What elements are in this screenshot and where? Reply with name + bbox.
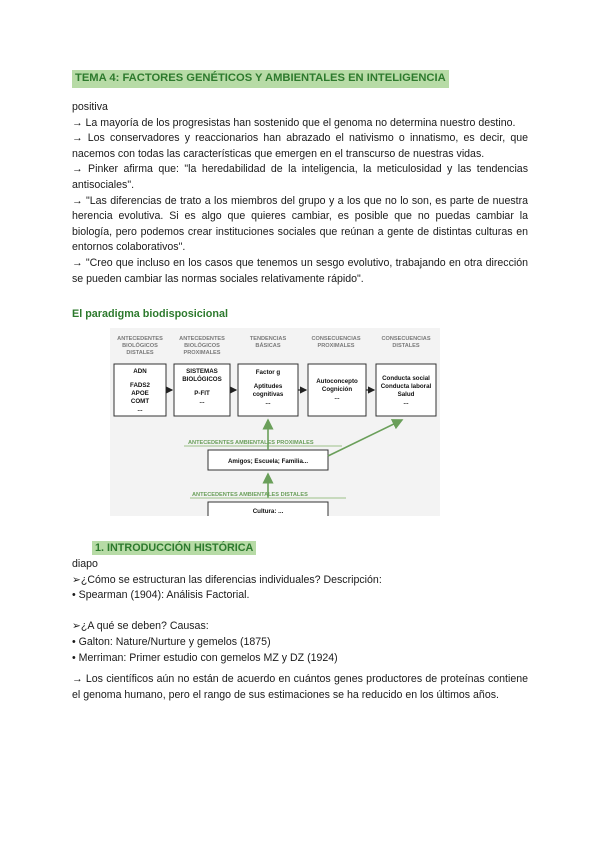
arrow-proximal-to-consequences: [328, 420, 402, 456]
line-galton: • Galton: Nature/Nurture y gemelos (1875): [72, 635, 271, 648]
box5-line-1: Conducta social: [382, 375, 430, 382]
paradigm-diagram: [110, 328, 440, 516]
box2-line-5: ...: [199, 398, 205, 405]
col5-head-1: CONSECUENCIAS: [381, 336, 431, 342]
box3-line-1: Factor g: [255, 369, 281, 376]
diagram-svg: [110, 328, 440, 516]
box1-line-6: ...: [137, 406, 143, 413]
col2-head-3: PROXIMALES: [183, 350, 221, 356]
page-title: TEMA 4: FACTORES GENÉTICOS Y AMBIENTALES EN INTELIGENCIA: [72, 70, 449, 88]
intro-paragraph-diferencias: → "Las diferencias de trato a los miembros del grupo y a los que no lo son, es parte de nuestra herencia evolutiva. Si es algo que quieres cambiar, es posible que no puedas cambiar la biología, pero podemos crear instituciones sociales que reúnan a gente de distintas culturas en entornos colaborativos".: [72, 194, 528, 254]
section-1-heading: [92, 541, 256, 555]
line-question-causes: ➢¿A qué se deben? Causas:: [72, 620, 209, 633]
section-1-body: [72, 557, 528, 666]
box5-line-2: Conducta laboral: [380, 383, 432, 390]
box1-line-1: ADN: [133, 368, 147, 375]
line-question-structure: ➢¿Cómo se estructuran las diferencias individuales? Descripción:: [72, 573, 382, 586]
box1-line-5: COMT: [130, 398, 150, 405]
distal-env-box-text: Cultura: ...: [252, 508, 284, 515]
box5-line-3: Salud: [397, 391, 415, 398]
box1-line-3: FADS2: [130, 382, 150, 389]
box1-line-4: APOE: [131, 390, 149, 397]
col4-head-1: CONSECUENCIAS: [311, 336, 361, 342]
col5-head-2: DISTALES: [392, 343, 420, 349]
paradigm-heading: El paradigma biodisposicional: [72, 308, 228, 320]
col3-head-2: BÁSICAS: [255, 343, 281, 349]
col2-head-2: BIOLÓGICOS: [184, 343, 220, 349]
distal-env-heading: ANTECEDENTES AMBIENTALES DISTALES: [192, 492, 308, 498]
box4-line-2: Cognición: [321, 386, 353, 393]
box3-line-3: Aptitudes: [253, 383, 283, 390]
section-1-heading-text: 1. INTRODUCCIÓN HISTÓRICA: [92, 541, 256, 555]
proximal-env-box-text: Amigos; Escuela; Familia...: [227, 458, 309, 465]
line-spearman: • Spearman (1904): Análisis Factorial.: [72, 589, 250, 602]
diagram-boxes: [114, 364, 436, 416]
proximal-env-heading: ANTECEDENTES AMBIENTALES PROXIMALES: [188, 440, 314, 446]
intro-paragraph-progresistas: → La mayoría de los progresistas han sostenido que el genoma no determina nuestro destino.: [72, 116, 516, 129]
col1-head-1: ANTECEDENTES: [117, 336, 163, 342]
line-blank: [72, 604, 528, 620]
col4-head-2: PROXIMALES: [317, 343, 355, 349]
col1-head-2: BIOLÓGICOS: [122, 343, 158, 349]
box2-line-4: P-FIT: [194, 390, 210, 397]
intro-section: [72, 100, 528, 287]
box2-line-1: SISTEMAS: [186, 368, 218, 375]
line-merriman: • Merriman: Primer estudio con gemelos MZ y DZ (1924): [72, 651, 338, 664]
intro-line-positiva: positiva: [72, 101, 108, 113]
closing-paragraph: → Los científicos aún no están de acuerdo en cuántos genes productores de proteínas contiene el genoma humano, pero el rango de sus estimaciones se ha reducido en los últimos años.: [72, 673, 528, 701]
col1-head-3: DISTALES: [126, 350, 154, 356]
box3-line-5: ...: [265, 399, 271, 406]
intro-paragraph-sesgo: → "Creo que incluso en los casos que tenemos un sesgo evolutivo, trabajando en otra dirección se pueden cambiar las normas sociales relativamente rápido".: [72, 256, 528, 285]
box5-line-4: ...: [403, 399, 409, 406]
box-distal-consequences: [376, 364, 436, 416]
intro-paragraph-pinker: → Pinker afirma que: "la heredabilidad de la inteligencia, la meticulosidad y las tendencias antisociales".: [72, 163, 528, 191]
box2-line-2: BIOLÓGICOS: [182, 376, 222, 383]
column-headings: [117, 336, 431, 356]
box4-line-3: ...: [334, 394, 340, 401]
line-diapo: diapo: [72, 558, 98, 570]
box3-line-4: cognitivas: [252, 391, 284, 398]
col2-head-1: ANTECEDENTES: [179, 336, 225, 342]
intro-paragraph-conservadores: → Los conservadores y reaccionarios han abrazado el nativismo o innatismo, es decir, que nacemos con todas las características que emergen en el transcurso de nuestras vidas.: [72, 132, 528, 160]
col3-head-1: TENDENCIAS: [249, 336, 287, 342]
box4-line-1: Autoconcepto: [316, 378, 358, 385]
